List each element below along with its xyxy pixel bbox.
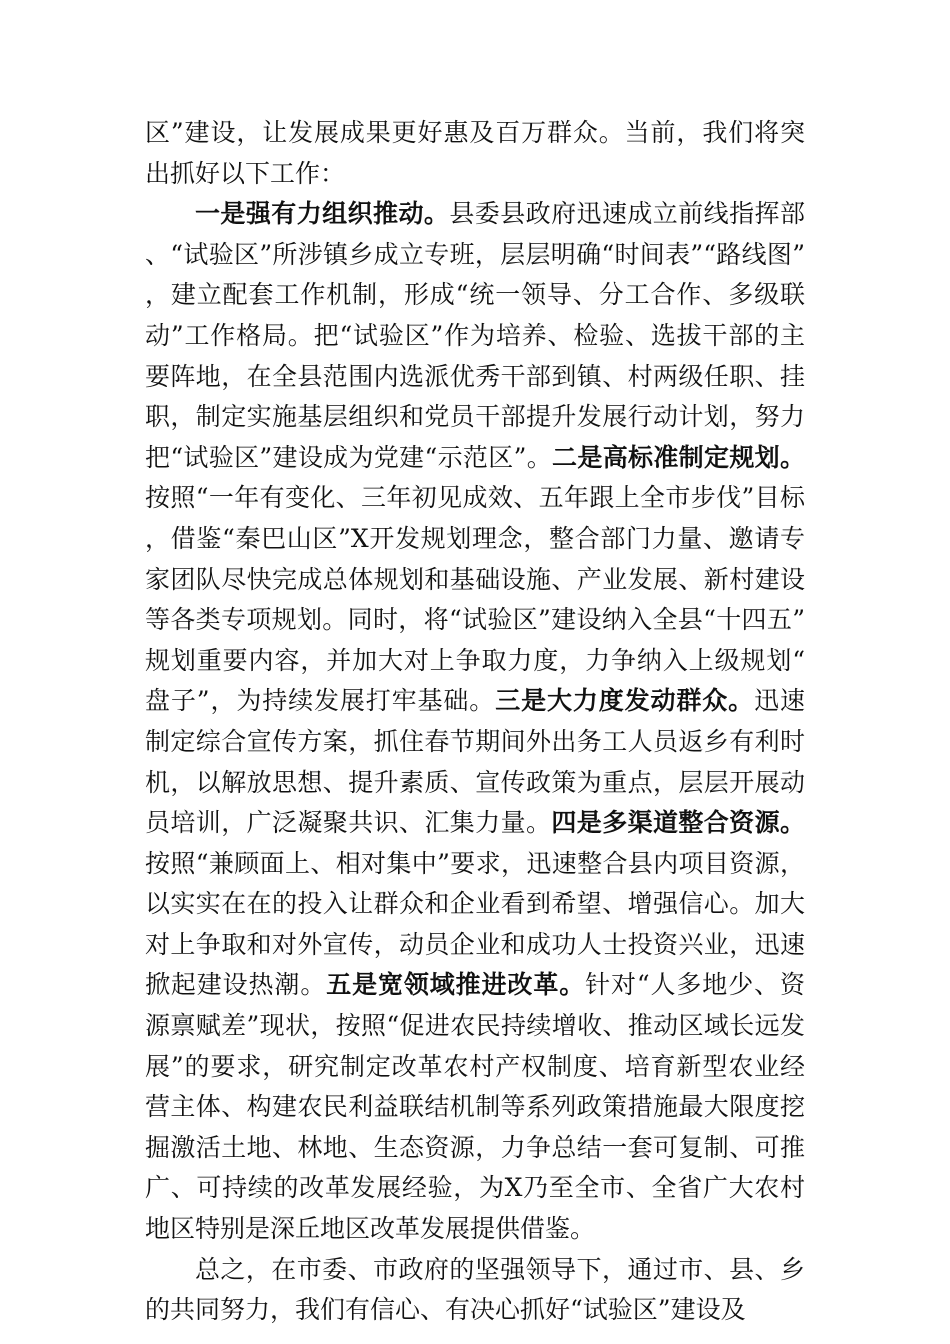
point-1-body: 县委县政府迅速成立前线指挥部、“试验区”所涉镇乡成立专班，层层明确“时间表”“路线图”，建立配套工作机制，形成“统一领导、分工合作、多级联动”工作格局。把“试验区”作为培养、检验、选拔干部的主要阵地，在全县范围内选派优秀干部到镇、村两级任职、挂职，制定实施基层组织和党员干部提升发展行动计划，努力把“试验区”建设成为党建“示范区”。 — [145, 199, 805, 472]
paragraph-1: 区”建设，让发展成果更好惠及百万群众。当前，我们将突出抓好以下工作： — [145, 118, 805, 188]
point-2-body: 按照“一年有变化、三年初见成效、五年跟上全市步伐”目标，借鉴“秦巴山区”X开发规划理念，整合部门力量、邀请专家团队尽快完成总体规划和基础设施、产业发展、新村建设等各类专项规划。同时，将“试验区”建设纳入全县“十四五”规划重要内容，并加大对上争取力度，力争纳入上级规划“盘子”，为持续发展打牢基础。 — [145, 483, 805, 716]
point-2-heading: 二是高标准制定规划。 — [552, 442, 805, 472]
point-5-body: 针对“人多地少、资源禀赋差”现状，按照“促进农民持续增收、推动区域长远发展”的要求，研究制定改革农村产权制度、培育新型农业经营主体、构建农民利益联结机制等系列政策措施最大限度挖掘激活土地、林地、生态资源，力争总结一套可复制、可推广、可持续的改革发展经验，为X乃至全市、全省广大农村地区特别是深丘地区改革发展提供借鉴。 — [145, 970, 805, 1244]
point-1-heading: 一是强有力组织推动。 — [195, 199, 450, 229]
paragraph-2 — [145, 194, 805, 1249]
point-3-heading: 三是大力度发动群众。 — [495, 686, 755, 716]
point-3-body: 迅速制定综合宣传方案，抓住春节期间外出务工人员返乡有利时机，以解放思想、提升素质、宣传政策为重点，层层开展动员培训，广泛凝聚共识、汇集力量。 — [145, 686, 805, 838]
paragraph-3: 总之，在市委、市政府的坚强领导下，通过市、县、乡的共同努力，我们有信心、有决心抓好“试验区”建设及 — [145, 1254, 805, 1325]
point-4-body: 按照“兼顾面上、相对集中”要求，迅速整合县内项目资源，以实实在在的投入让群众和企业看到希望、增强信心。加大对上争取和对外宣传，动员企业和成功人士投资兴业，迅速掀起建设热潮。 — [145, 848, 805, 1000]
body-text — [145, 113, 805, 1331]
point-5-heading: 五是宽领域推进改革。 — [326, 970, 586, 1000]
point-4-heading: 四是多渠道整合资源。 — [551, 808, 805, 838]
